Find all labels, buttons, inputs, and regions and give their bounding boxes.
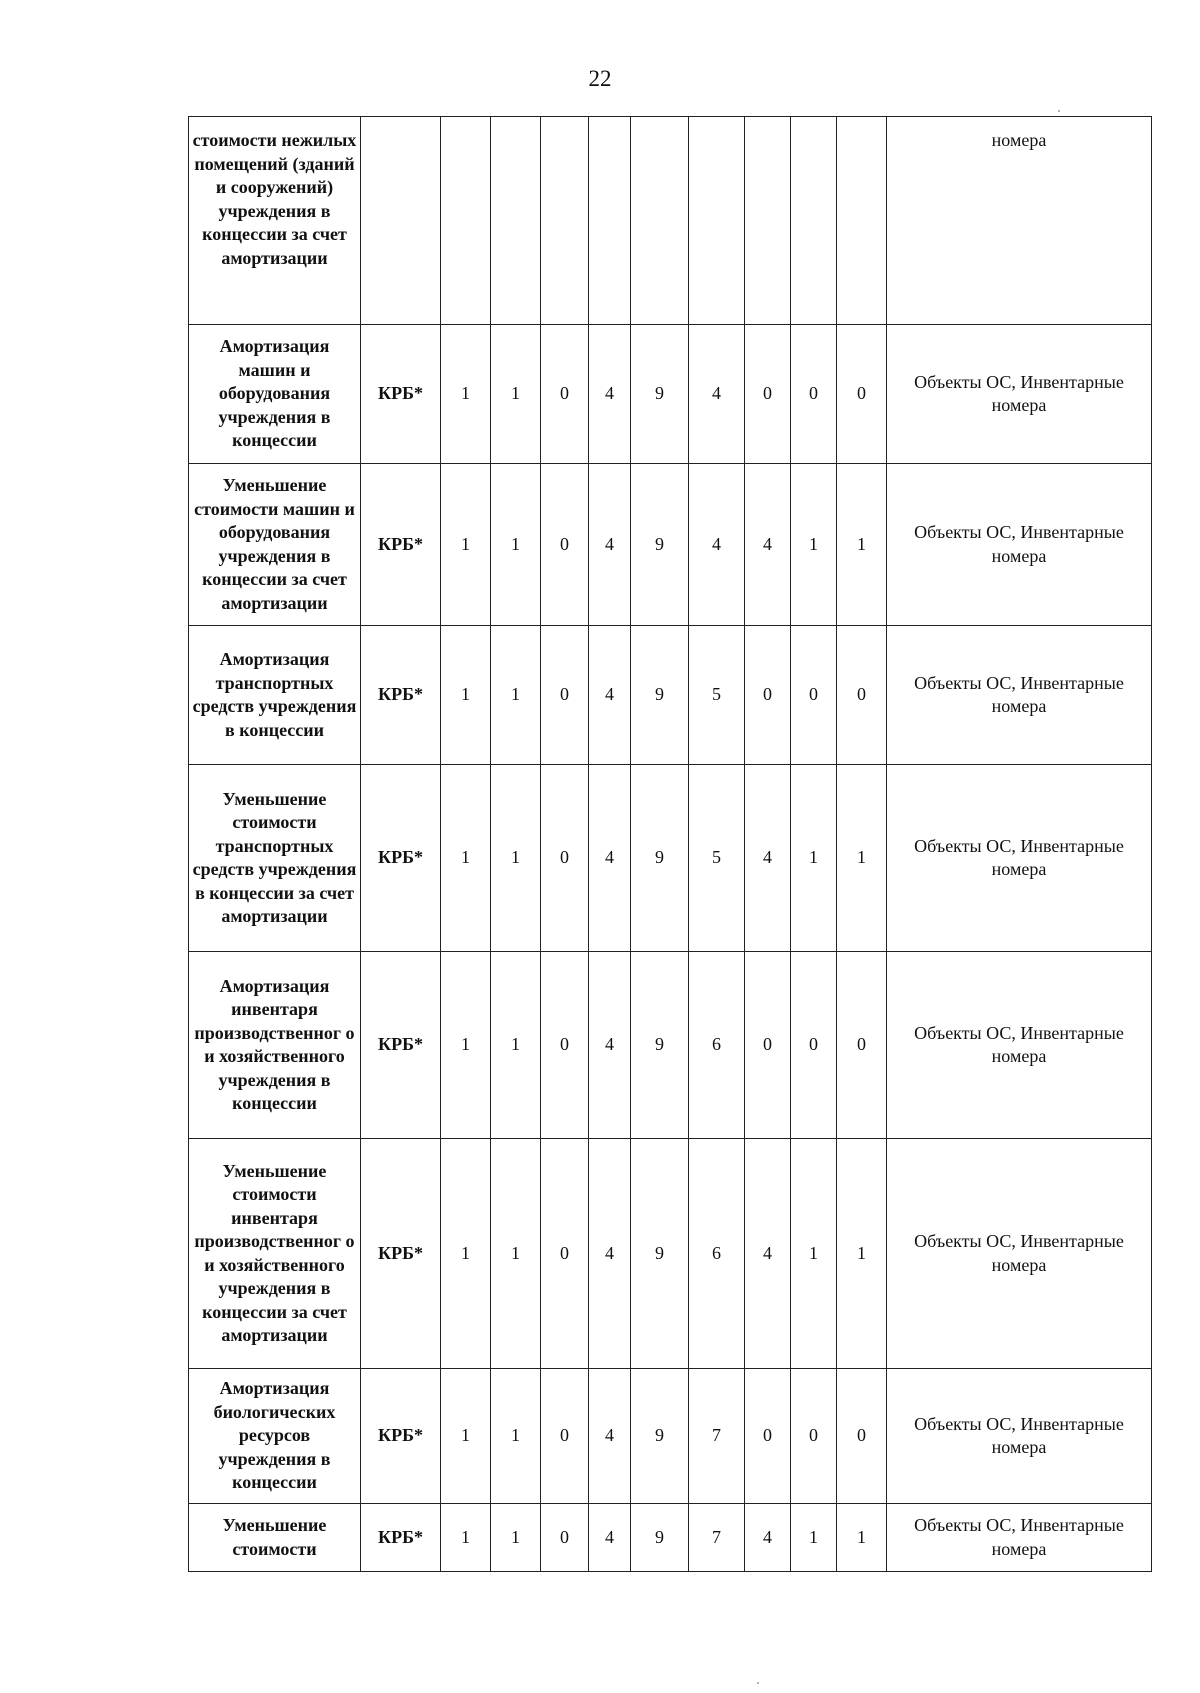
table-row xyxy=(189,765,1152,952)
digit-cell: 1 xyxy=(791,1139,837,1369)
digit-cell: 9 xyxy=(631,325,689,464)
digit-cell: 4 xyxy=(589,1504,631,1572)
digit-cell: 1 xyxy=(491,464,541,626)
digit-cell: 4 xyxy=(745,464,791,626)
code-cell: КРБ* xyxy=(361,765,441,952)
digit-cell: 6 xyxy=(689,952,745,1139)
analytics-cell: номера xyxy=(887,117,1152,325)
account-name-cell: Амортизация инвентаря производственног о и хозяйственного учреждения в концессии xyxy=(189,952,361,1139)
digit-cell: 4 xyxy=(689,464,745,626)
table-row xyxy=(189,325,1152,464)
digit-cell: 1 xyxy=(441,1504,491,1572)
digit-cell: 0 xyxy=(745,1369,791,1504)
digit-cell: 0 xyxy=(837,952,887,1139)
digit-cell xyxy=(745,117,791,325)
digit-cell: 1 xyxy=(491,1139,541,1369)
digit-cell: 0 xyxy=(541,1504,589,1572)
digit-cell: 0 xyxy=(541,325,589,464)
analytics-cell: Объекты ОС, Инвентарные номера xyxy=(887,1504,1152,1572)
digit-cell: 4 xyxy=(589,464,631,626)
code-cell: КРБ* xyxy=(361,464,441,626)
digit-cell: 4 xyxy=(589,952,631,1139)
code-cell: КРБ* xyxy=(361,1139,441,1369)
digit-cell: 5 xyxy=(689,626,745,765)
digit-cell xyxy=(791,117,837,325)
table-row xyxy=(189,626,1152,765)
analytics-cell: Объекты ОС, Инвентарные номера xyxy=(887,1369,1152,1504)
digit-cell: 1 xyxy=(491,626,541,765)
digit-cell: 1 xyxy=(837,1504,887,1572)
table-row xyxy=(189,1369,1152,1504)
analytics-cell: Объекты ОС, Инвентарные номера xyxy=(887,765,1152,952)
code-cell: КРБ* xyxy=(361,952,441,1139)
digit-cell: 1 xyxy=(441,464,491,626)
digit-cell: 0 xyxy=(745,626,791,765)
digit-cell: 0 xyxy=(791,952,837,1139)
analytics-cell: Объекты ОС, Инвентарные номера xyxy=(887,952,1152,1139)
digit-cell: 7 xyxy=(689,1504,745,1572)
digit-cell: 1 xyxy=(441,952,491,1139)
digit-cell: 1 xyxy=(491,765,541,952)
digit-cell: 1 xyxy=(837,1139,887,1369)
digit-cell: 7 xyxy=(689,1369,745,1504)
digit-cell: 1 xyxy=(791,765,837,952)
digit-cell xyxy=(837,117,887,325)
digit-cell: 4 xyxy=(745,1139,791,1369)
digit-cell: 0 xyxy=(791,1369,837,1504)
digit-cell: 4 xyxy=(589,1139,631,1369)
digit-cell: 6 xyxy=(689,1139,745,1369)
digit-cell: 5 xyxy=(689,765,745,952)
digit-cell: 1 xyxy=(441,765,491,952)
digit-cell xyxy=(491,117,541,325)
digit-cell: 0 xyxy=(745,952,791,1139)
digit-cell: 0 xyxy=(745,325,791,464)
code-cell: КРБ* xyxy=(361,626,441,765)
digit-cell: 1 xyxy=(837,464,887,626)
digit-cell: 1 xyxy=(491,1504,541,1572)
table-row xyxy=(189,1504,1152,1572)
account-name-cell: Амортизация транспортных средств учреждения в концессии xyxy=(189,626,361,765)
digit-cell xyxy=(589,117,631,325)
digit-cell: 0 xyxy=(541,1139,589,1369)
digit-cell: 0 xyxy=(837,325,887,464)
digit-cell xyxy=(689,117,745,325)
digit-cell: 4 xyxy=(589,626,631,765)
digit-cell: 0 xyxy=(541,626,589,765)
analytics-cell: Объекты ОС, Инвентарные номера xyxy=(887,325,1152,464)
account-name-cell: стоимости нежилых помещений (зданий и сооружений) учреждения в концессии за счет амортизации xyxy=(189,117,361,325)
digit-cell: 0 xyxy=(541,952,589,1139)
digit-cell: 4 xyxy=(589,1369,631,1504)
digit-cell: 0 xyxy=(837,626,887,765)
account-name-cell: Амортизация машин и оборудования учреждения в концессии xyxy=(189,325,361,464)
digit-cell: 1 xyxy=(441,1139,491,1369)
digit-cell xyxy=(441,117,491,325)
digit-cell: 4 xyxy=(745,1504,791,1572)
digit-cell: 1 xyxy=(491,1369,541,1504)
digit-cell: 9 xyxy=(631,1139,689,1369)
code-cell xyxy=(361,117,441,325)
digit-cell: 9 xyxy=(631,1369,689,1504)
digit-cell: 9 xyxy=(631,1504,689,1572)
account-name-cell: Амортизация биологических ресурсов учреждения в концессии xyxy=(189,1369,361,1504)
digit-cell: 0 xyxy=(791,325,837,464)
digit-cell: 1 xyxy=(441,626,491,765)
digit-cell xyxy=(631,117,689,325)
page-number: 22 xyxy=(588,66,612,91)
digit-cell: 4 xyxy=(589,325,631,464)
analytics-cell: Объекты ОС, Инвентарные номера xyxy=(887,626,1152,765)
digit-cell xyxy=(541,117,589,325)
analytics-cell: Объекты ОС, Инвентарные номера xyxy=(887,464,1152,626)
account-name-cell: Уменьшение стоимости машин и оборудования учреждения в концессии за счет амортизации xyxy=(189,464,361,626)
digit-cell: 4 xyxy=(589,765,631,952)
code-cell: КРБ* xyxy=(361,1504,441,1572)
digit-cell: 0 xyxy=(791,626,837,765)
digit-cell: 9 xyxy=(631,626,689,765)
digit-cell: 0 xyxy=(541,464,589,626)
table-row xyxy=(189,1139,1152,1369)
digit-cell: 1 xyxy=(441,1369,491,1504)
digit-cell: 1 xyxy=(441,325,491,464)
account-name-cell: Уменьшение стоимости xyxy=(189,1504,361,1572)
code-cell: КРБ* xyxy=(361,1369,441,1504)
digit-cell: 9 xyxy=(631,952,689,1139)
account-name-cell: Уменьшение стоимости инвентаря производственног о и хозяйственного учреждения в концессии за счет амортизации xyxy=(189,1139,361,1369)
digit-cell: 1 xyxy=(791,464,837,626)
table-row xyxy=(189,464,1152,626)
account-name-cell: Уменьшение стоимости транспортных средств учреждения в концессии за счет амортизации xyxy=(189,765,361,952)
digit-cell: 1 xyxy=(791,1504,837,1572)
accounts-table xyxy=(188,116,1152,1572)
scan-speck xyxy=(1058,110,1060,112)
digit-cell: 1 xyxy=(837,765,887,952)
digit-cell: 9 xyxy=(631,464,689,626)
digit-cell: 9 xyxy=(631,765,689,952)
digit-cell: 0 xyxy=(837,1369,887,1504)
digit-cell: 1 xyxy=(491,325,541,464)
table-row xyxy=(189,117,1152,325)
digit-cell: 0 xyxy=(541,1369,589,1504)
digit-cell: 0 xyxy=(541,765,589,952)
analytics-cell: Объекты ОС, Инвентарные номера xyxy=(887,1139,1152,1369)
digit-cell: 4 xyxy=(689,325,745,464)
table-body xyxy=(189,117,1152,1572)
scan-speck xyxy=(757,1682,759,1684)
digit-cell: 4 xyxy=(745,765,791,952)
table-row xyxy=(189,952,1152,1139)
digit-cell: 1 xyxy=(491,952,541,1139)
code-cell: КРБ* xyxy=(361,325,441,464)
